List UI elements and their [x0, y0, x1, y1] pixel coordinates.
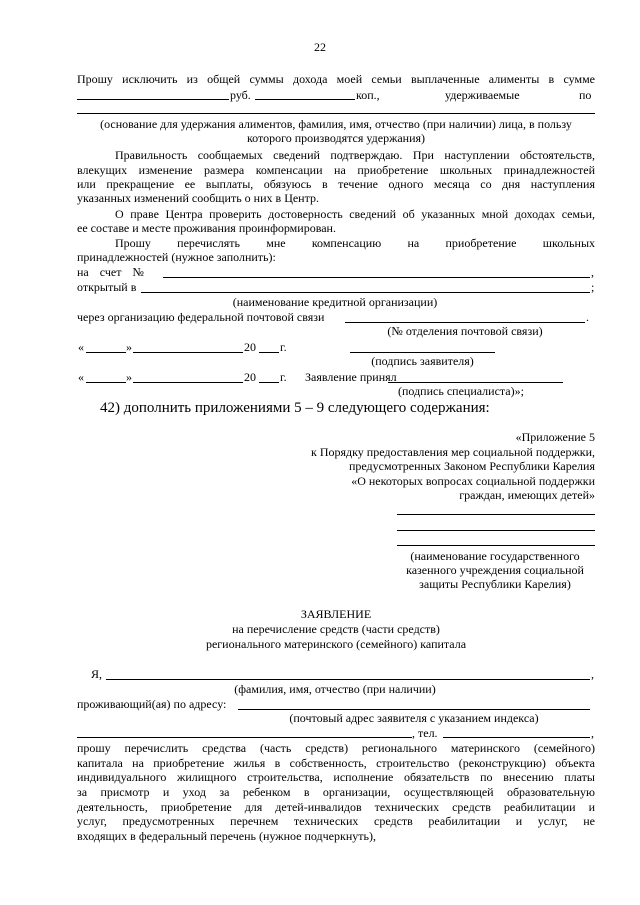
bank-caption: (наименование кредитной организации) — [232, 295, 438, 309]
appendix-line-3: предусмотренных Законом Республики Карелия — [348, 459, 595, 473]
bank-field[interactable] — [141, 292, 590, 293]
alimony-request-line: Прошу исключить из общей суммы дохода моей семьи выплаченные алименты в сумме — [77, 72, 595, 86]
rub-label: руб. — [230, 88, 251, 102]
date1-year-prefix: 20 — [244, 340, 256, 354]
alimony-basis-caption-1: (основание для удержания алиментов, фамилия, имя, отчество (при наличии) лица, в пользу — [100, 117, 572, 131]
alimony-kop-field[interactable] — [255, 99, 355, 100]
post-period: . — [586, 310, 589, 324]
alimony-basis-caption-2: которого производятся удержания) — [246, 131, 426, 145]
date2-year-suffix: г. — [280, 370, 287, 384]
account-number-field[interactable] — [163, 277, 590, 278]
residing-label: проживающий(ая) по адресу: — [77, 697, 227, 711]
application-body-line-7: входящих в федеральный перечень (нужное подчеркнуть), — [77, 829, 376, 843]
institution-field-1[interactable] — [397, 514, 595, 515]
confirm-line-1: Правильность сообщаемых сведений подтверждаю. При наступлении обстоятельств, — [115, 148, 595, 162]
specialist-signature-field[interactable] — [388, 382, 563, 383]
application-title: ЗАЯВЛЕНИЕ — [300, 607, 372, 621]
institution-field-2[interactable] — [397, 530, 595, 531]
right-check-line-1: О праве Центра проверить достоверность сведений об указанных мной доходах семьи, — [115, 207, 595, 221]
kop-label: коп., — [356, 88, 380, 102]
date1-year-field[interactable] — [259, 352, 279, 353]
post-label: через организацию федеральной почтовой связи — [77, 310, 325, 324]
account-comma: , — [591, 265, 594, 279]
name-caption: (фамилия, имя, отчество (при наличии) — [234, 682, 436, 696]
bank-semicolon: ; — [591, 280, 595, 294]
application-body-line-2: капитала на приобретение жилья в собственность, строительство (реконструкцию) объекта — [77, 756, 595, 770]
appendix-line-2: к Порядку предоставления мер социальной поддержки, — [311, 445, 595, 459]
confirm-line-3: или прекращение ее выплаты, обязуюсь в течение одного месяца со дня наступления — [77, 177, 595, 191]
name-comma: , — [591, 667, 594, 681]
confirm-line-2: влекущих изменение размера компенсации на приобретение школьных принадлежностей — [77, 163, 595, 177]
application-subtitle-1: на перечисление средств (части средств) — [232, 622, 440, 636]
date1-close-quote: » — [126, 340, 132, 354]
date2-month-field[interactable] — [133, 382, 243, 383]
address-field[interactable] — [238, 709, 590, 710]
application-body-line-4: за присмотр и уход за ребенком в организации, осуществляющей образовательную — [77, 785, 595, 799]
applicant-signature-caption: (подпись заявителя) — [371, 354, 474, 368]
transfer-line-2: принадлежностей (нужное заполнить): — [77, 250, 276, 264]
right-check-line-2: ее составе и месте проживания проинформирован. — [77, 221, 336, 235]
applicant-signature-field[interactable] — [350, 352, 495, 353]
institution-caption-3: защиты Республики Карелия) — [419, 577, 571, 591]
tel-label: , тел. — [412, 726, 438, 740]
date2-year-field[interactable] — [259, 382, 279, 383]
post-caption: (№ отделения почтовой связи) — [387, 324, 543, 338]
institution-caption-1: (наименование государственного — [410, 549, 580, 563]
date1-day-field[interactable] — [86, 352, 126, 353]
page-number: 22 — [314, 40, 326, 54]
date2-open-quote: « — [78, 370, 84, 384]
application-body-line-6: услуг, предусмотренных перечнем технических средств реабилитации и услуг, не — [77, 814, 595, 828]
date1-month-field[interactable] — [133, 352, 243, 353]
opened-label: открытый в — [77, 280, 137, 294]
confirm-line-4: указанных изменений сообщить о них в Центр. — [77, 191, 319, 205]
date1-year-suffix: г. — [280, 340, 287, 354]
application-body-line-3: индивидуального жилищного строительства, исполнение обязательств по внесению платы — [77, 770, 595, 784]
alimony-rub-field[interactable] — [77, 99, 229, 100]
date2-day-field[interactable] — [86, 382, 126, 383]
po-label: по — [579, 88, 592, 102]
application-body-line-1: прошу перечислить средства (часть средств) регионального материнского (семейного) — [77, 741, 595, 755]
accepted-label: Заявление принял — [305, 370, 397, 384]
transfer-line-1: Прошу перечислять мне компенсацию на приобретение школьных — [115, 236, 595, 250]
application-subtitle-2: регионального материнского (семейного) капитала — [205, 637, 467, 651]
alimony-basis-field[interactable] — [77, 113, 595, 114]
appendix-line-1: «Приложение 5 — [515, 430, 595, 444]
appendix-line-5: граждан, имеющих детей» — [459, 488, 595, 502]
phone-comma: , — [591, 726, 594, 740]
address-caption: (почтовый адрес заявителя с указанием индекса) — [289, 711, 539, 725]
specialist-signature-caption: (подпись специалиста)»; — [398, 384, 524, 398]
date1-open-quote: « — [78, 340, 84, 354]
date2-close-quote: » — [126, 370, 132, 384]
amendment-heading: 42) дополнить приложениями 5 – 9 следующего содержания: — [100, 400, 490, 416]
application-body-line-5: деятельность, приобретение для детей-инвалидов технических средств реабилитации и — [77, 800, 595, 814]
date2-year-prefix: 20 — [244, 370, 256, 384]
institution-field-3[interactable] — [397, 545, 595, 546]
address-field-continued[interactable] — [77, 737, 412, 738]
applicant-name-field[interactable] — [106, 679, 590, 680]
account-label: на счет № — [77, 265, 144, 279]
phone-field[interactable] — [443, 737, 590, 738]
withheld-label: удерживаемые — [445, 88, 520, 102]
appendix-line-4: «О некоторых вопросах социальной поддержки — [351, 474, 595, 488]
i-label: Я, — [91, 667, 103, 681]
institution-caption-2: казенного учреждения социальной — [406, 563, 584, 577]
post-office-field[interactable] — [345, 322, 585, 323]
